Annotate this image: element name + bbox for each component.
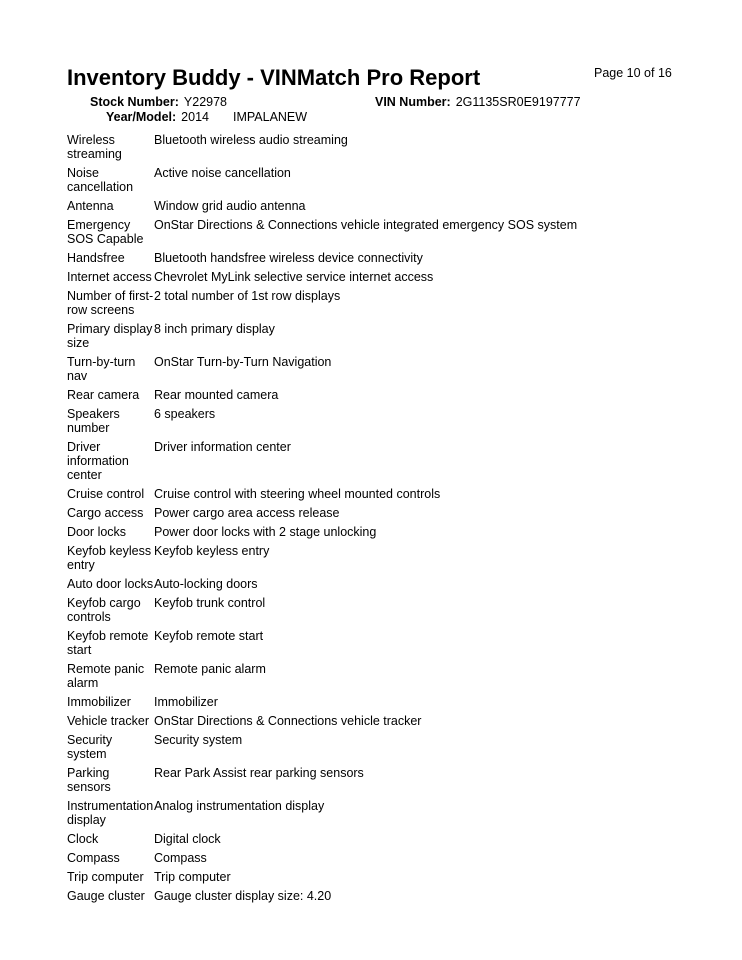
feature-value: Remote panic alarm	[154, 662, 266, 676]
feature-value: Analog instrumentation display	[154, 799, 325, 813]
vin-number-label: VIN Number:	[375, 95, 451, 109]
feature-value: Trip computer	[154, 870, 231, 884]
feature-name: Antenna	[67, 199, 114, 213]
feature-row	[67, 487, 587, 501]
feature-row	[67, 289, 587, 317]
feature-row	[67, 629, 587, 657]
feature-value: OnStar Directions & Connections vehicle tracker	[154, 714, 422, 728]
vin-number	[375, 95, 581, 109]
stock-number-label: Stock Number:	[90, 95, 179, 109]
feature-value: Digital clock	[154, 832, 221, 846]
feature-name: Number of first-row screens	[67, 289, 154, 317]
feature-name: Keyfob remote start	[67, 629, 149, 657]
vin-number-value: 2G1135SR0E9197777	[455, 95, 581, 109]
feature-row	[67, 714, 587, 728]
feature-name: Primary display size	[67, 322, 153, 350]
feature-name: Turn-by-turn nav	[67, 355, 136, 383]
feature-row	[67, 662, 587, 690]
feature-row	[67, 218, 587, 246]
feature-name: Auto door locks	[67, 577, 154, 591]
feature-name: Door locks	[67, 525, 127, 539]
feature-row	[67, 199, 587, 213]
feature-row	[67, 407, 587, 435]
feature-name: Security system	[67, 733, 113, 761]
feature-name: Clock	[67, 832, 99, 846]
feature-name: Immobilizer	[67, 695, 131, 709]
feature-name: Handsfree	[67, 251, 125, 265]
feature-value: Immobilizer	[154, 695, 218, 709]
feature-value: Auto-locking doors	[154, 577, 258, 591]
feature-name: Internet access	[67, 270, 152, 284]
feature-value: Active noise cancellation	[154, 166, 291, 180]
feature-value: Bluetooth wireless audio streaming	[154, 133, 348, 147]
feature-value: 6 speakers	[154, 407, 216, 421]
feature-value: Driver information center	[154, 440, 291, 454]
feature-row	[67, 832, 587, 846]
feature-name: Remote panic alarm	[67, 662, 145, 690]
feature-value: Power cargo area access release	[154, 506, 340, 520]
feature-row	[67, 133, 587, 161]
feature-value: Compass	[154, 851, 207, 865]
feature-value: Keyfob remote start	[154, 629, 264, 643]
feature-name: Emergency SOS Capable	[67, 218, 144, 246]
feature-name: Keyfob keyless entry	[67, 544, 152, 572]
feature-name: Speakers number	[67, 407, 120, 435]
year-value: 2014	[181, 110, 209, 124]
feature-value: Rear mounted camera	[154, 388, 279, 402]
page-number: Page 10 of 16	[594, 66, 672, 80]
feature-name: Driver information center	[67, 440, 129, 482]
feature-row	[67, 799, 587, 827]
stock-number-value: Y22978	[183, 95, 228, 109]
feature-row	[67, 544, 587, 572]
year-model	[106, 110, 307, 124]
feature-row	[67, 251, 587, 265]
feature-name: Rear camera	[67, 388, 140, 402]
feature-row	[67, 440, 587, 482]
feature-value: Power door locks with 2 stage unlocking	[154, 525, 377, 539]
feature-row	[67, 577, 587, 591]
feature-name: Compass	[67, 851, 120, 865]
feature-name: Parking sensors	[67, 766, 111, 794]
model-value: IMPALANEW	[232, 110, 308, 124]
feature-name: Instrumentation display	[67, 799, 154, 827]
feature-name: Trip computer	[67, 870, 144, 884]
feature-name: Noise cancellation	[67, 166, 134, 194]
stock-number	[90, 95, 227, 109]
feature-value: Security system	[154, 733, 243, 747]
feature-name: Gauge cluster	[67, 889, 145, 903]
feature-row	[67, 270, 587, 284]
feature-value: OnStar Turn-by-Turn Navigation	[154, 355, 332, 369]
feature-row	[67, 733, 587, 761]
year-model-label: Year/Model:	[106, 110, 177, 124]
feature-name: Cruise control	[67, 487, 145, 501]
feature-row	[67, 166, 587, 194]
feature-value: Gauge cluster display size: 4.20	[154, 889, 332, 903]
feature-value: Bluetooth handsfree wireless device connectivity	[154, 251, 423, 265]
feature-row	[67, 889, 587, 903]
feature-row	[67, 388, 587, 402]
feature-row	[67, 870, 587, 884]
feature-row	[67, 322, 587, 350]
feature-value: Chevrolet MyLink selective service internet access	[154, 270, 434, 284]
feature-name: Wireless streaming	[67, 133, 122, 161]
feature-value: Keyfob trunk control	[154, 596, 266, 610]
feature-value: 8 inch primary display	[154, 322, 275, 336]
feature-row	[67, 525, 587, 539]
feature-value: Rear Park Assist rear parking sensors	[154, 766, 364, 780]
feature-value: Window grid audio antenna	[154, 199, 306, 213]
feature-value: Cruise control with steering wheel mounted controls	[154, 487, 441, 501]
feature-value: 2 total number of 1st row displays	[154, 289, 341, 303]
feature-name: Keyfob cargo controls	[67, 596, 141, 624]
feature-row	[67, 695, 587, 709]
report-title: Inventory Buddy - VINMatch Pro Report	[67, 65, 481, 90]
feature-list	[67, 133, 587, 908]
feature-row	[67, 355, 587, 383]
feature-name: Cargo access	[67, 506, 144, 520]
feature-value: OnStar Directions & Connections vehicle integrated emergency SOS system	[154, 218, 578, 232]
feature-value: Keyfob keyless entry	[154, 544, 270, 558]
feature-name: Vehicle tracker	[67, 714, 149, 728]
feature-row	[67, 596, 587, 624]
feature-row	[67, 851, 587, 865]
feature-row	[67, 766, 587, 794]
feature-row	[67, 506, 587, 520]
